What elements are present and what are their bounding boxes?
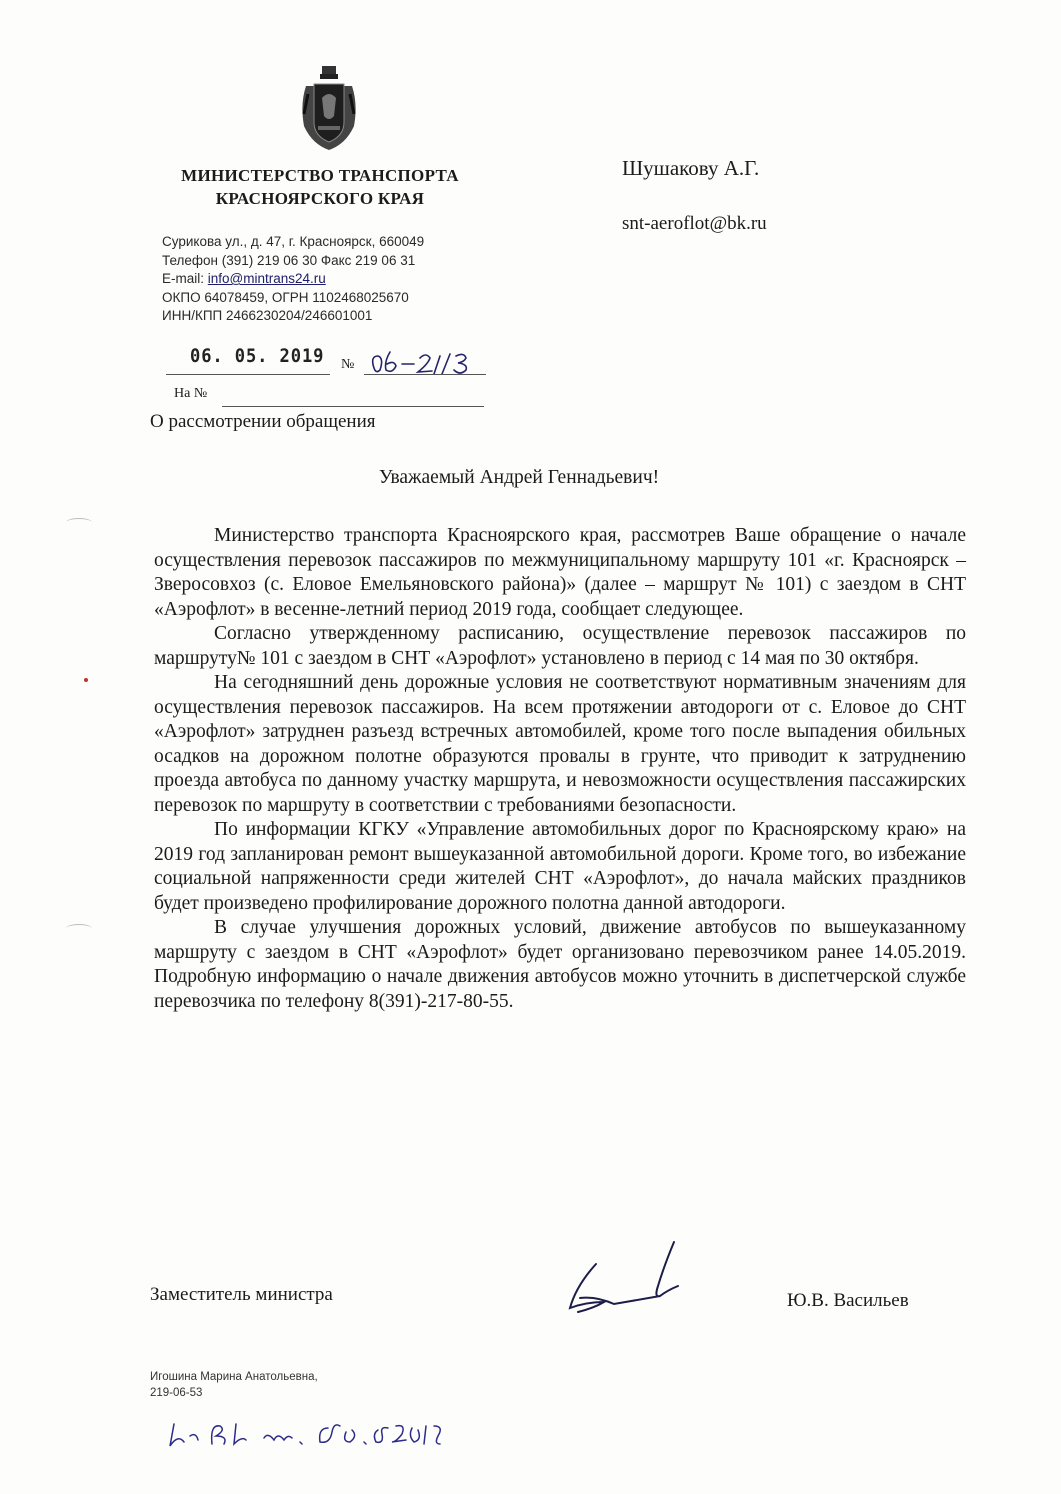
inn-line: ИНН/КПП 2466230204/246601001 [162, 308, 373, 323]
reference-number-underline [222, 406, 484, 407]
letter-body [154, 524, 966, 1014]
recipient-name: Шушакову А.Г. [622, 156, 760, 180]
address-line: Сурикова ул., д. 47, г. Красноярск, 660049 [162, 234, 425, 249]
ministry-name-line1: МИНИСТЕРСТВО ТРАНСПОРТА [181, 166, 459, 185]
body-paragraph: По информации КГКУ «Управление автомобильных дорог по Красноярскому краю» на 2019 год запланирован ремонт вышеуказанной автомобильной дороги. Кроме того, во избежание социальной напряженности среди жителей СНТ «Аэрофлот», до начала майских праздников будет произведено профилирование дорожного полотна данной автодороги. [154, 819, 966, 914]
letter-greeting: Уважаемый Андрей Геннадьевич! [378, 467, 660, 488]
executor-name: Игошина Марина Анатольевна, [150, 1371, 318, 1383]
letter-subject: О рассмотрении обращения [150, 411, 376, 432]
executor-info [150, 1370, 318, 1401]
signatory-name: Ю.В. Васильев [787, 1290, 909, 1311]
email-label: E-mail: [162, 271, 208, 286]
phone-line: Телефон (391) 219 06 30 Факс 219 06 31 [162, 252, 416, 268]
scan-dot [84, 678, 88, 682]
ministry-contacts [162, 233, 424, 326]
scan-mark [66, 518, 92, 527]
registration-date: 06. 05. 2019 [190, 345, 325, 367]
body-paragraph: В случае улучшения дорожных условий, движение автобусов по вышеуказанному маршруту с заездом в СНТ «Аэрофлот» будет организовано перевозчиком ранее 14.05.2019. Подробную информацию о начале движения автобусов можно уточнить в диспетчерской службе перевозчика по телефону 8(391)-217-80-55. [154, 917, 966, 1012]
signatory-title: Заместитель министра [150, 1284, 333, 1305]
scan-mark [66, 924, 92, 933]
number-sign: № [341, 357, 355, 372]
executor-phone: 219-06-53 [150, 1386, 203, 1399]
body-paragraph: На сегодняшний день дорожные условия не соответствуют нормативным значениям для осуществления перевозок пассажиров. На всем протяжении автодороги от с. Еловое до СНТ «Аэрофлот» затруднен разъезд встречных автомобилей, кроме того после выпадения обильных осадков на дорожном полотне образуются провалы в грунте, что приводит к затруднению проезда автобуса по данному участку маршрута, и невозможности осуществления пассажирских перевозок по маршруту в соответствии с требованиями безопасности. [154, 672, 966, 816]
handwritten-signature [556, 1236, 706, 1322]
body-paragraph: Согласно утвержденному расписанию, осуществление перевозок пассажиров по маршруту№ 101 с заездом в СНТ «Аэрофлот» установлено в период с 14 мая по 30 октября. [154, 623, 966, 669]
handwritten-incoming-note [168, 1414, 508, 1454]
body-paragraph: Министерство транспорта Красноярского края, рассмотрев Ваше обращение о начале осуществления перевозок пассажиров по межмуниципальному маршруту 101 «г. Красноярск – Зверосовхоз (с. Еловое Емельяновского района)» (далее – маршрут № 101) с заездом в СНТ «Аэрофлот» в весенне-летний период 2019 года, сообщает следующее. [154, 525, 966, 620]
ministry-name-line2: КРАСНОЯРСКОГО КРАЯ [215, 189, 425, 208]
okpo-line: ОКПО 64078459, ОГРН 1102468025670 [162, 289, 409, 305]
recipient-email: snt-aeroflot@bk.ru [622, 213, 767, 234]
email-line [162, 270, 424, 289]
email-link[interactable]: info@mintrans24.ru [207, 271, 326, 286]
date-underline [166, 374, 330, 375]
number-underline [364, 374, 486, 375]
reference-number-label: На № [174, 386, 208, 401]
coat-of-arms-emblem [300, 64, 358, 154]
ministry-name [150, 164, 490, 210]
